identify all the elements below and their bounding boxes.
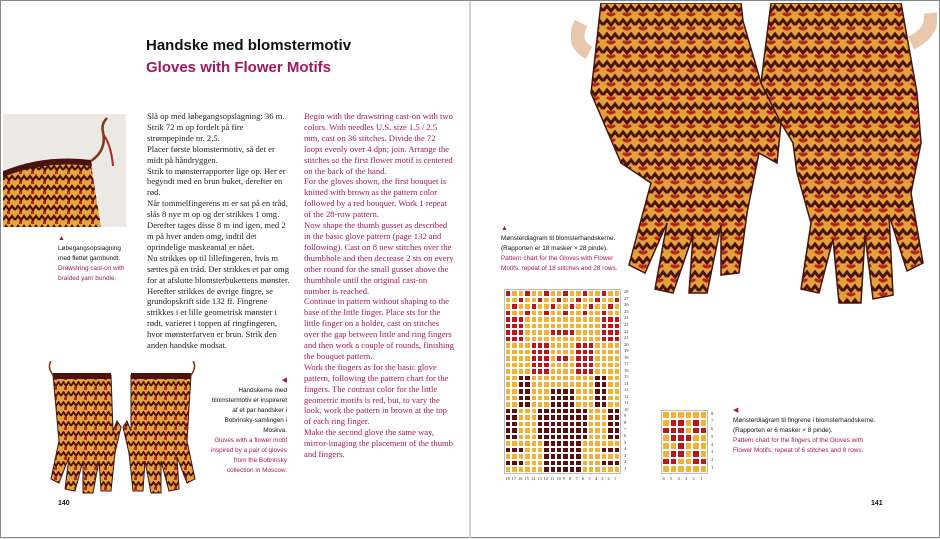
chart-row-label: 23 xyxy=(624,321,629,327)
chart-cell xyxy=(662,458,670,466)
caption-chart-main-english: Pattern chart for the Gloves with Flower Motifs; repeat of 18 stitches and 28 rows. xyxy=(501,255,618,272)
chart-cell xyxy=(662,427,670,435)
chart-col-label: 13 xyxy=(537,476,542,481)
caption-chart-main xyxy=(501,224,626,274)
chart-cell xyxy=(700,458,708,466)
caption-chart-fingers-danish: Mønsterdiagram til fingrene i blomsterhandskerne. (Rapporten er 6 masker × 8 pinde). xyxy=(733,417,876,434)
body-paragraph: Continue in pattern without shaping to the base of the little finger. Place sts for the little finger on a holder, cast on stitches over the gap between little and ring fingers and then work a couple of rounds, finishing the bouquet pattern. xyxy=(304,296,454,361)
body-paragraph: Begin with the drawstring cast-on with two colors. With needles U.S. size 1.5 / 2.5 mm, cast on 36 stitches. Divide the 72 loops evenly over 4 dpn; join. Arrange the stitches so the first flower motif is centered on the back of the hand. xyxy=(304,111,453,176)
chart-col-label: 8 xyxy=(569,476,572,481)
chart-col-label: 11 xyxy=(550,476,555,481)
chart-row-label: 6 xyxy=(624,433,627,439)
chart-cell xyxy=(685,427,693,435)
chart-col-label: 15 xyxy=(524,476,529,481)
chart-cell xyxy=(692,458,700,466)
chart-cell xyxy=(677,465,685,473)
chart-cell xyxy=(670,450,678,458)
chart-row-label: 11 xyxy=(624,400,629,406)
chart-row-label: 10 xyxy=(624,406,629,412)
chart-cell xyxy=(700,419,708,427)
chart-cell xyxy=(692,419,700,427)
chart-cell xyxy=(692,442,700,450)
chart-row-label: 2 xyxy=(624,459,627,465)
page-number-right: 141 xyxy=(871,500,883,507)
chart-col-label: 6 xyxy=(581,476,585,481)
body-paragraph: Now shape the thumb gusset as described in the basic glove pattern (page 132 and following). Cast on 8 new stitches over the thumbhole and then decrease 2 sts on every other round for the small gusset above the thumbhole until the original cast-on number is reached. xyxy=(304,220,454,296)
chart-cell xyxy=(670,442,678,450)
chart-col-label: 17 xyxy=(511,476,517,481)
chart-col-label: 1 xyxy=(700,476,703,481)
chart-row-label: 17 xyxy=(624,361,629,367)
chart-row-label: 14 xyxy=(624,380,629,386)
chart-cell xyxy=(700,427,708,435)
chart-cell xyxy=(677,458,685,466)
chart-row-label: 26 xyxy=(624,302,629,308)
chart-cell xyxy=(670,458,678,466)
chart-row-label: 1 xyxy=(624,465,627,471)
caption-cuff xyxy=(58,234,133,284)
chart-col-label: 5 xyxy=(670,476,673,481)
chart-row-label: 3 xyxy=(711,449,714,455)
chart-col-label: 10 xyxy=(556,476,561,481)
chart-cell xyxy=(677,411,685,419)
chart-row-label: 1 xyxy=(711,464,714,470)
chart-row-label: 21 xyxy=(624,335,629,341)
body-paragraph: Nu strikkes op til lillefingeren, hvis m sættes på en tråd. Der strikkes et par omg for at afslutte blomsterbukettens mønster. Herefter strikkes de øvrige fingre, se grundopskrift side 132 ff. Fingrene strikkes i et lille geometrisk mønster i rødt, varieret i toppen af ringfingeren, hvor mønsterfarven er brun. Strik den anden handske modsat. xyxy=(147,252,290,351)
chart-col-label: 9 xyxy=(562,476,566,481)
chart-col-label: 3 xyxy=(601,476,604,481)
chart-row-label: 20 xyxy=(624,341,629,347)
chart-cell xyxy=(692,411,700,419)
chart-row-label: 15 xyxy=(624,374,629,380)
chart-row-label: 4 xyxy=(624,446,627,452)
chart-cell xyxy=(700,442,708,450)
chart-cell xyxy=(692,465,700,473)
chart-col-label: 14 xyxy=(530,476,536,481)
caption-gloves-english: Gloves with a flower motif inspired by a pair of gloves from the Bobrinsky collection in Moscow. xyxy=(210,437,287,474)
title-english: Gloves with Flower Motifs xyxy=(146,59,332,76)
chart-cell xyxy=(692,427,700,435)
chart-row-label: 13 xyxy=(624,387,629,393)
chart-col-label: 2 xyxy=(692,476,695,481)
chart-cell xyxy=(677,450,685,458)
chart-col-label: 1 xyxy=(613,476,617,481)
chart-row-label: 25 xyxy=(624,308,629,314)
body-paragraph: Make the second glove the same way, mirror-imaging the placement of the thumb and fingers. xyxy=(304,427,453,460)
body-paragraph: For the gloves shown, the first bouquet is knitted with brown as the pattern color followed by a red bouquet. Work 1 repeat of the 28-row pattern. xyxy=(304,176,447,220)
chart-cell xyxy=(685,434,693,442)
chart-row-label: 8 xyxy=(711,410,714,416)
chart-cell xyxy=(670,434,678,442)
chart-cell xyxy=(670,427,678,435)
chart-cell xyxy=(662,465,670,473)
chart-cell xyxy=(677,442,685,450)
title-danish: Handske med blomstermotiv xyxy=(146,37,352,54)
chart-col-label: 16 xyxy=(518,476,523,481)
chart-cell xyxy=(692,450,700,458)
caption-chart-fingers xyxy=(733,406,883,456)
caption-triangle-icon: ▲ xyxy=(501,225,508,232)
chart-row-label: 4 xyxy=(711,441,714,447)
chart-cell xyxy=(685,442,693,450)
body-paragraph: Placer første blomstermotiv, så det er midt på håndryggen. xyxy=(147,143,275,165)
caption-triangle-icon: ▲ xyxy=(58,235,65,242)
chart-cell xyxy=(677,419,685,427)
body-english xyxy=(304,111,454,460)
gloves-photo xyxy=(41,361,203,496)
chart-col-label: 3 xyxy=(685,476,688,481)
chart-cell xyxy=(685,458,693,466)
chart-cell xyxy=(700,450,708,458)
chart-cell xyxy=(677,427,685,435)
caption-chart-fingers-english: Pattern chart for the fingers of the Gloves with Flower Motifs; repeat of 6 stitches and 8 rows. xyxy=(733,437,864,454)
chart-cell xyxy=(700,465,708,473)
body-paragraph: Slå op med løbegangsopslagning: 36 m. Strik 72 m op fordelt på fire strømpepinde nr. 2,5. xyxy=(147,111,285,143)
body-danish xyxy=(147,111,291,351)
chart-col-label: 7 xyxy=(575,476,578,481)
chart-cell xyxy=(662,411,670,419)
chart-cell xyxy=(685,411,693,419)
chart-cell xyxy=(614,466,620,473)
caption-chart-main-danish: Mønsterdiagram til blomsterhandskerne. (Rapporten er 18 masker × 28 pinde). xyxy=(501,235,616,252)
chart-row-label: 8 xyxy=(624,420,627,426)
chart-row-label: 28 xyxy=(624,289,629,295)
caption-gloves-danish: Handskerne med blomstermotiv er inspireret af et par handsker i Bobrinsky-samlingen i Moskva. xyxy=(211,387,287,434)
chart-row-label: 5 xyxy=(624,439,627,445)
cuff-photo xyxy=(3,114,126,227)
chart-row-label: 18 xyxy=(624,354,629,360)
pattern-chart-fingers xyxy=(661,410,708,474)
chart-row-label: 9 xyxy=(624,413,627,419)
chart-row-label: 6 xyxy=(711,426,714,432)
chart-col-label: 18 xyxy=(505,476,510,481)
chart-col-label: 6 xyxy=(662,476,665,481)
chart-cell xyxy=(685,450,693,458)
chart-cell xyxy=(700,434,708,442)
body-paragraph: Strik to mønsterrapporter lige op. Her er begyndt med en brun buket, derefter en rød. xyxy=(147,165,286,198)
chart-cell xyxy=(662,450,670,458)
caption-cuff-english: Drawstring cast-on with braided yarn bundle. xyxy=(58,265,125,282)
chart-cell xyxy=(685,465,693,473)
chart-cell xyxy=(700,411,708,419)
book-gutter xyxy=(469,1,471,539)
body-paragraph: Når tommelfingerens m er sat på en tråd, slås 8 nye m op og der strikkes 1 omg. Derefter tages disse 8 m ind igen, med 2 m på hver anden omg, indtil det oprindelige maskeantal er nået. xyxy=(147,198,288,252)
chart-row-label: 19 xyxy=(624,348,629,354)
chart-row-label: 3 xyxy=(624,452,627,458)
caption-cuff-danish: Løbegangsopslagning med flettet garnbundt. xyxy=(58,245,121,262)
chart-cell xyxy=(662,442,670,450)
chart-col-label: 5 xyxy=(588,476,591,481)
chart-row-label: 7 xyxy=(711,418,714,424)
chart-row-label: 5 xyxy=(711,433,714,439)
caption-triangle-icon: ◀ xyxy=(733,407,739,414)
chart-cell xyxy=(670,411,678,419)
chart-cell xyxy=(662,434,670,442)
chart-cell xyxy=(692,434,700,442)
caption-gloves xyxy=(207,376,287,476)
chart-row-label: 27 xyxy=(624,295,629,301)
chart-cell xyxy=(662,419,670,427)
chart-row-label: 16 xyxy=(624,367,629,373)
page-number-left: 140 xyxy=(58,500,70,507)
chart-cell xyxy=(685,419,693,427)
chart-row-label: 22 xyxy=(624,328,629,334)
caption-triangle-icon: ◀ xyxy=(281,377,287,384)
chart-col-label: 4 xyxy=(594,476,597,481)
chart-row-label: 12 xyxy=(624,393,629,399)
chart-col-label: 4 xyxy=(677,476,680,481)
chart-row-label: 7 xyxy=(624,426,627,432)
chart-row-label: 24 xyxy=(624,315,629,321)
chart-row-label: 2 xyxy=(711,457,714,463)
pattern-chart-main xyxy=(504,289,621,474)
chart-cell xyxy=(670,465,678,473)
chart-cell xyxy=(670,419,678,427)
chart-col-label: 12 xyxy=(543,476,549,481)
body-paragraph: Work the fingers as for the basic glove pattern, following the pattern chart for the fingers. The contrast color for the little geometric motifs is red, but, to vary the look, work the pattern in brown at the top of each ring finger. xyxy=(304,361,449,427)
chart-cell xyxy=(677,434,685,442)
chart-col-label: 2 xyxy=(607,476,610,481)
